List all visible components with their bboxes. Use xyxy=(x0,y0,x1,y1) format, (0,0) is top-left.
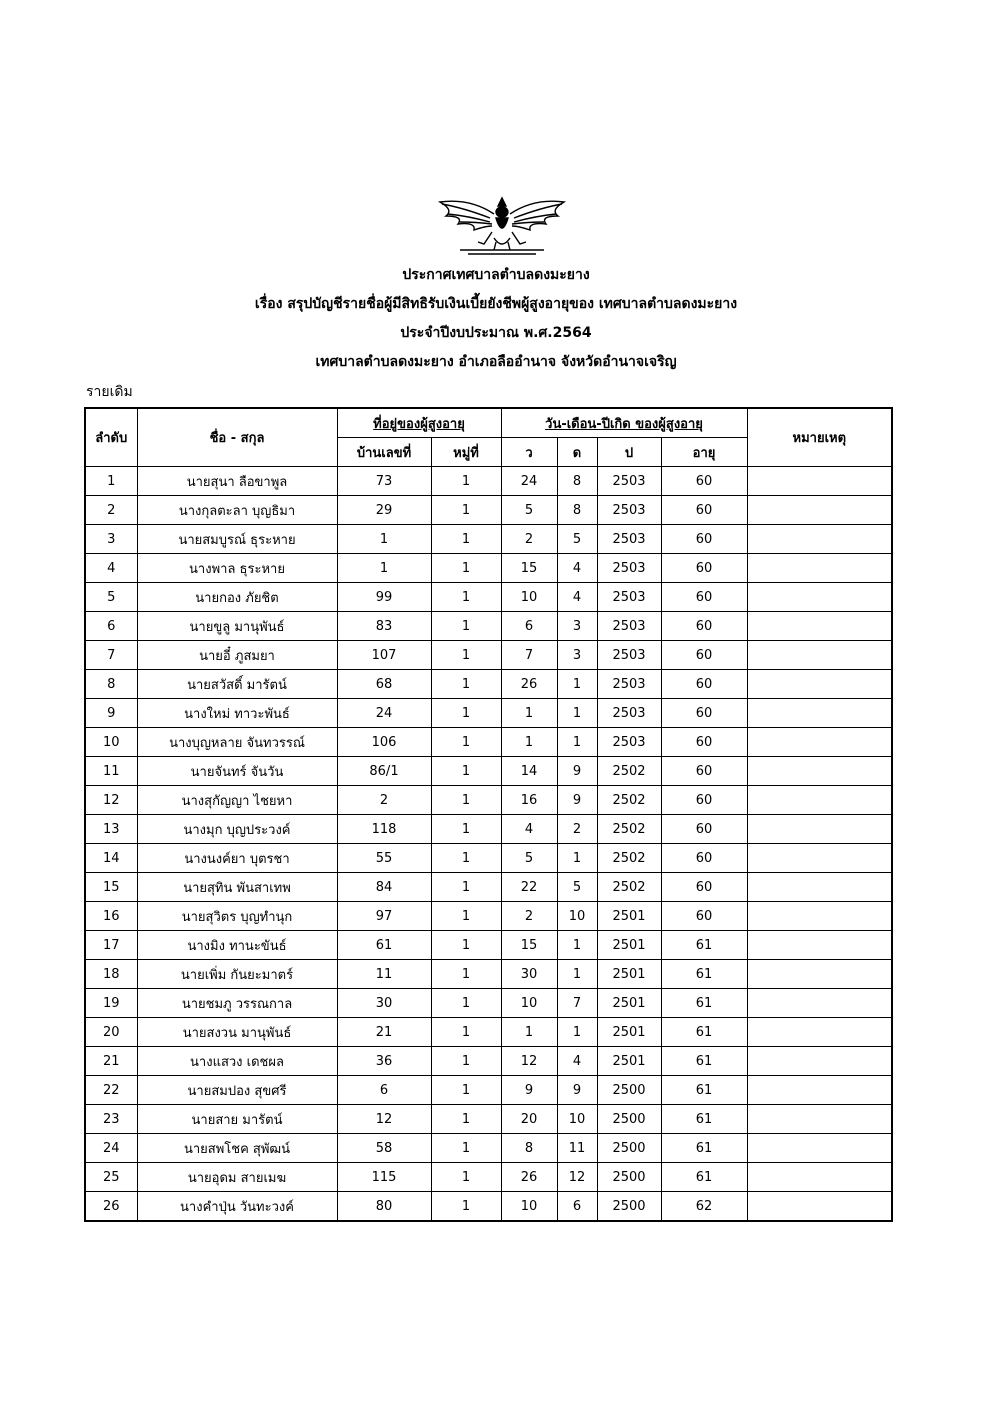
row-remark xyxy=(747,786,892,815)
row-name: นางมิง ทานะขันธ์ xyxy=(137,931,337,960)
row-birth-month: 9 xyxy=(557,1076,597,1105)
row-name: นางใหม่ ทาวะพันธ์ xyxy=(137,699,337,728)
row-birth-day: 10 xyxy=(501,583,557,612)
row-birth-day: 24 xyxy=(501,467,557,496)
row-moo: 1 xyxy=(431,786,501,815)
row-birth-month: 9 xyxy=(557,786,597,815)
row-house-no: 36 xyxy=(337,1047,431,1076)
row-house-no: 12 xyxy=(337,1105,431,1134)
row-moo: 1 xyxy=(431,844,501,873)
row-age: 60 xyxy=(661,757,747,786)
row-birth-month: 10 xyxy=(557,902,597,931)
row-remark xyxy=(747,1105,892,1134)
row-birth-month: 1 xyxy=(557,728,597,757)
row-name: นายขูลู มานุพันธ์ xyxy=(137,612,337,641)
row-moo: 1 xyxy=(431,728,501,757)
row-birth-month: 4 xyxy=(557,1047,597,1076)
row-moo: 1 xyxy=(431,1134,501,1163)
row-house-no: 1 xyxy=(337,525,431,554)
row-birth-day: 1 xyxy=(501,699,557,728)
section-label: รายเดิม xyxy=(86,384,133,400)
row-house-no: 6 xyxy=(337,1076,431,1105)
row-birth-day: 16 xyxy=(501,786,557,815)
row-house-no: 86/1 xyxy=(337,757,431,786)
row-moo: 1 xyxy=(431,931,501,960)
row-birth-day: 15 xyxy=(501,554,557,583)
row-moo: 1 xyxy=(431,873,501,902)
row-remark xyxy=(747,815,892,844)
row-birth-day: 6 xyxy=(501,612,557,641)
table-row xyxy=(85,1105,892,1134)
row-name: นางกุลตะลา บุญธิมา xyxy=(137,496,337,525)
row-age: 60 xyxy=(661,583,747,612)
row-moo: 1 xyxy=(431,699,501,728)
row-birth-month: 11 xyxy=(557,1134,597,1163)
row-number: 8 xyxy=(85,670,137,699)
row-birth-month: 5 xyxy=(557,525,597,554)
row-birth-year: 2503 xyxy=(597,699,661,728)
row-name: นายเพิ่ม กันยะมาตร์ xyxy=(137,960,337,989)
row-remark xyxy=(747,902,892,931)
row-number: 21 xyxy=(85,1047,137,1076)
row-birth-month: 8 xyxy=(557,467,597,496)
row-name: นางพาล ธุระหาย xyxy=(137,554,337,583)
table-row xyxy=(85,931,892,960)
elderly-roster-table xyxy=(84,407,893,1222)
row-name: นายกอง ภัยชิต xyxy=(137,583,337,612)
row-birth-year: 2500 xyxy=(597,1105,661,1134)
row-name: นายจันทร์ จันวัน xyxy=(137,757,337,786)
row-age: 61 xyxy=(661,960,747,989)
row-house-no: 115 xyxy=(337,1163,431,1192)
table-row xyxy=(85,583,892,612)
row-birth-month: 10 xyxy=(557,1105,597,1134)
row-number: 2 xyxy=(85,496,137,525)
row-birth-day: 8 xyxy=(501,1134,557,1163)
row-house-no: 24 xyxy=(337,699,431,728)
row-birth-day: 26 xyxy=(501,670,557,699)
row-name: นายอี๋ ภูสมยา xyxy=(137,641,337,670)
row-birth-year: 2503 xyxy=(597,583,661,612)
table-row xyxy=(85,496,892,525)
table-row xyxy=(85,1018,892,1047)
row-birth-day: 5 xyxy=(501,496,557,525)
row-birth-year: 2501 xyxy=(597,1018,661,1047)
row-house-no: 61 xyxy=(337,931,431,960)
row-number: 4 xyxy=(85,554,137,583)
row-number: 5 xyxy=(85,583,137,612)
row-number: 14 xyxy=(85,844,137,873)
row-birth-year: 2501 xyxy=(597,1047,661,1076)
row-moo: 1 xyxy=(431,1018,501,1047)
row-number: 9 xyxy=(85,699,137,728)
row-moo: 1 xyxy=(431,1192,501,1222)
row-birth-month: 1 xyxy=(557,844,597,873)
row-age: 60 xyxy=(661,699,747,728)
row-birth-year: 2503 xyxy=(597,525,661,554)
row-number: 24 xyxy=(85,1134,137,1163)
roster-body xyxy=(85,467,892,1222)
row-birth-month: 6 xyxy=(557,1192,597,1222)
header-address-group: ที่อยู่ของผู้สูงอายุ xyxy=(337,408,501,438)
row-number: 20 xyxy=(85,1018,137,1047)
row-name: นายสมปอง สุขศรี xyxy=(137,1076,337,1105)
row-name: นางนงค์ยา บุตรชา xyxy=(137,844,337,873)
row-birth-month: 9 xyxy=(557,757,597,786)
row-house-no: 83 xyxy=(337,612,431,641)
row-name: นางมุก บุญประวงค์ xyxy=(137,815,337,844)
row-moo: 1 xyxy=(431,1076,501,1105)
row-moo: 1 xyxy=(431,1105,501,1134)
row-birth-day: 7 xyxy=(501,641,557,670)
row-moo: 1 xyxy=(431,554,501,583)
row-birth-day: 14 xyxy=(501,757,557,786)
row-age: 60 xyxy=(661,873,747,902)
row-birth-year: 2500 xyxy=(597,1192,661,1222)
row-name: นางแสวง เดชผล xyxy=(137,1047,337,1076)
row-birth-day: 4 xyxy=(501,815,557,844)
table-row xyxy=(85,1192,892,1222)
table-row xyxy=(85,786,892,815)
row-house-no: 1 xyxy=(337,554,431,583)
row-age: 60 xyxy=(661,670,747,699)
row-house-no: 2 xyxy=(337,786,431,815)
table-row xyxy=(85,612,892,641)
table-row xyxy=(85,1163,892,1192)
row-remark xyxy=(747,844,892,873)
row-remark xyxy=(747,1047,892,1076)
table-row xyxy=(85,844,892,873)
row-remark xyxy=(747,525,892,554)
row-house-no: 11 xyxy=(337,960,431,989)
row-name: นางคำปุ่น วันทะวงค์ xyxy=(137,1192,337,1222)
row-birth-day: 30 xyxy=(501,960,557,989)
announcement-subject: เรื่อง สรุปบัญชีรายชื่อผู้มีสิทธิรับเงินเบี้ยยังชีพผู้สูงอายุของ เทศบาลตำบลดงมะยาง xyxy=(254,296,738,312)
row-number: 15 xyxy=(85,873,137,902)
row-birth-day: 20 xyxy=(501,1105,557,1134)
table-row xyxy=(85,1047,892,1076)
row-moo: 1 xyxy=(431,902,501,931)
row-birth-year: 2502 xyxy=(597,757,661,786)
row-remark xyxy=(747,757,892,786)
header-day: ว xyxy=(501,438,557,467)
table-row xyxy=(85,902,892,931)
row-remark xyxy=(747,931,892,960)
row-remark xyxy=(747,554,892,583)
header-age: อายุ xyxy=(661,438,747,467)
row-moo: 1 xyxy=(431,757,501,786)
row-remark xyxy=(747,1134,892,1163)
row-age: 61 xyxy=(661,1163,747,1192)
row-birth-year: 2501 xyxy=(597,931,661,960)
row-birth-year: 2503 xyxy=(597,612,661,641)
row-remark xyxy=(747,699,892,728)
row-name: นายสุทิน พันสาเทพ xyxy=(137,873,337,902)
row-number: 10 xyxy=(85,728,137,757)
row-birth-year: 2503 xyxy=(597,670,661,699)
row-house-no: 106 xyxy=(337,728,431,757)
row-age: 61 xyxy=(661,989,747,1018)
row-house-no: 84 xyxy=(337,873,431,902)
row-birth-year: 2502 xyxy=(597,873,661,902)
row-number: 22 xyxy=(85,1076,137,1105)
row-birth-month: 4 xyxy=(557,554,597,583)
table-row xyxy=(85,1076,892,1105)
row-age: 61 xyxy=(661,1018,747,1047)
row-name: นายสมบูรณ์ ธุระหาย xyxy=(137,525,337,554)
table-row xyxy=(85,728,892,757)
row-moo: 1 xyxy=(431,1047,501,1076)
row-age: 60 xyxy=(661,612,747,641)
row-remark xyxy=(747,1163,892,1192)
table-row xyxy=(85,757,892,786)
row-house-no: 29 xyxy=(337,496,431,525)
row-name: นายอุดม สายเมฆ xyxy=(137,1163,337,1192)
row-number: 3 xyxy=(85,525,137,554)
table-row xyxy=(85,815,892,844)
row-birth-day: 2 xyxy=(501,525,557,554)
row-name: นายสวัสดิ์ มารัตน์ xyxy=(137,670,337,699)
table-row xyxy=(85,699,892,728)
row-birth-month: 12 xyxy=(557,1163,597,1192)
row-age: 62 xyxy=(661,1192,747,1222)
header-birth-group: วัน-เดือน-ปีเกิด ของผู้สูงอายุ xyxy=(501,408,747,438)
row-house-no: 107 xyxy=(337,641,431,670)
row-age: 60 xyxy=(661,844,747,873)
row-number: 6 xyxy=(85,612,137,641)
row-remark xyxy=(747,873,892,902)
row-remark xyxy=(747,728,892,757)
row-house-no: 68 xyxy=(337,670,431,699)
row-name: นางบุญหลาย จันทวรรณ์ xyxy=(137,728,337,757)
row-age: 61 xyxy=(661,1134,747,1163)
row-birth-day: 10 xyxy=(501,1192,557,1222)
row-birth-year: 2501 xyxy=(597,902,661,931)
row-house-no: 80 xyxy=(337,1192,431,1222)
row-remark xyxy=(747,1018,892,1047)
row-number: 26 xyxy=(85,1192,137,1222)
row-house-no: 73 xyxy=(337,467,431,496)
row-moo: 1 xyxy=(431,1163,501,1192)
row-house-no: 55 xyxy=(337,844,431,873)
row-number: 18 xyxy=(85,960,137,989)
row-name: นายสงวน มานุพันธ์ xyxy=(137,1018,337,1047)
row-moo: 1 xyxy=(431,612,501,641)
row-number: 11 xyxy=(85,757,137,786)
row-age: 61 xyxy=(661,931,747,960)
row-moo: 1 xyxy=(431,815,501,844)
row-house-no: 30 xyxy=(337,989,431,1018)
municipality-location: เทศบาลตำบลดงมะยาง อำเภอลืออำนาจ จังหวัดอำนาจเจริญ xyxy=(315,354,677,370)
row-moo: 1 xyxy=(431,496,501,525)
table-row xyxy=(85,989,892,1018)
row-remark xyxy=(747,612,892,641)
row-birth-day: 2 xyxy=(501,902,557,931)
row-house-no: 21 xyxy=(337,1018,431,1047)
row-age: 60 xyxy=(661,902,747,931)
row-birth-year: 2503 xyxy=(597,496,661,525)
table-row xyxy=(85,960,892,989)
row-remark xyxy=(747,496,892,525)
row-birth-day: 15 xyxy=(501,931,557,960)
row-birth-month: 1 xyxy=(557,670,597,699)
row-number: 12 xyxy=(85,786,137,815)
row-number: 16 xyxy=(85,902,137,931)
header-moo: หมู่ที่ xyxy=(431,438,501,467)
row-name: นายสุนา ลือขาพูล xyxy=(137,467,337,496)
row-birth-month: 2 xyxy=(557,815,597,844)
row-number: 23 xyxy=(85,1105,137,1134)
row-birth-day: 12 xyxy=(501,1047,557,1076)
row-remark xyxy=(747,467,892,496)
row-age: 61 xyxy=(661,1076,747,1105)
row-birth-month: 1 xyxy=(557,699,597,728)
row-remark xyxy=(747,1076,892,1105)
row-number: 13 xyxy=(85,815,137,844)
row-birth-day: 9 xyxy=(501,1076,557,1105)
row-birth-year: 2503 xyxy=(597,641,661,670)
row-remark xyxy=(747,960,892,989)
table-row xyxy=(85,670,892,699)
row-birth-month: 8 xyxy=(557,496,597,525)
table-row xyxy=(85,554,892,583)
row-birth-year: 2502 xyxy=(597,815,661,844)
row-age: 60 xyxy=(661,467,747,496)
row-birth-month: 3 xyxy=(557,612,597,641)
header-name: ชื่อ - สกุล xyxy=(137,408,337,467)
row-birth-year: 2500 xyxy=(597,1134,661,1163)
row-birth-month: 1 xyxy=(557,960,597,989)
table-row xyxy=(85,525,892,554)
row-number: 19 xyxy=(85,989,137,1018)
row-house-no: 99 xyxy=(337,583,431,612)
row-moo: 1 xyxy=(431,670,501,699)
announcement-title: ประกาศเทศบาลตำบลดงมะยาง xyxy=(402,267,590,283)
row-birth-day: 1 xyxy=(501,1018,557,1047)
row-birth-day: 26 xyxy=(501,1163,557,1192)
row-birth-month: 4 xyxy=(557,583,597,612)
row-age: 60 xyxy=(661,641,747,670)
row-number: 1 xyxy=(85,467,137,496)
row-birth-year: 2500 xyxy=(597,1076,661,1105)
row-moo: 1 xyxy=(431,989,501,1018)
row-moo: 1 xyxy=(431,641,501,670)
row-moo: 1 xyxy=(431,525,501,554)
row-birth-year: 2501 xyxy=(597,989,661,1018)
row-remark xyxy=(747,1192,892,1222)
row-house-no: 118 xyxy=(337,815,431,844)
row-age: 60 xyxy=(661,496,747,525)
row-birth-year: 2502 xyxy=(597,786,661,815)
header-year: ป xyxy=(597,438,661,467)
row-birth-year: 2502 xyxy=(597,844,661,873)
row-birth-month: 5 xyxy=(557,873,597,902)
header-house-no: บ้านเลขที่ xyxy=(337,438,431,467)
row-name: นางสุกัญญา ไชยหา xyxy=(137,786,337,815)
row-age: 60 xyxy=(661,525,747,554)
row-age: 60 xyxy=(661,554,747,583)
row-age: 60 xyxy=(661,786,747,815)
fiscal-year: ประจำปีงบประมาณ พ.ศ.2564 xyxy=(400,325,592,341)
header-no: ลำดับ xyxy=(85,408,137,467)
table-row xyxy=(85,873,892,902)
row-number: 7 xyxy=(85,641,137,670)
header-remark: หมายเหตุ xyxy=(747,408,892,467)
row-remark xyxy=(747,989,892,1018)
header-month: ด xyxy=(557,438,597,467)
row-name: นายสุวิตร บุญทำนุก xyxy=(137,902,337,931)
row-birth-day: 22 xyxy=(501,873,557,902)
row-age: 60 xyxy=(661,815,747,844)
row-age: 61 xyxy=(661,1047,747,1076)
row-age: 60 xyxy=(661,728,747,757)
row-number: 25 xyxy=(85,1163,137,1192)
table-row xyxy=(85,467,892,496)
garuda-emblem-icon xyxy=(434,192,570,258)
row-name: นายสพโชค สุพัฒน์ xyxy=(137,1134,337,1163)
row-birth-day: 1 xyxy=(501,728,557,757)
row-remark xyxy=(747,670,892,699)
row-birth-month: 1 xyxy=(557,1018,597,1047)
row-name: นายชมภู วรรณกาล xyxy=(137,989,337,1018)
row-birth-day: 5 xyxy=(501,844,557,873)
row-birth-day: 10 xyxy=(501,989,557,1018)
row-remark xyxy=(747,583,892,612)
row-birth-year: 2501 xyxy=(597,960,661,989)
table-row xyxy=(85,1134,892,1163)
row-birth-month: 7 xyxy=(557,989,597,1018)
row-house-no: 97 xyxy=(337,902,431,931)
row-birth-year: 2500 xyxy=(597,1163,661,1192)
row-birth-month: 3 xyxy=(557,641,597,670)
row-birth-year: 2503 xyxy=(597,554,661,583)
row-name: นายสาย มารัตน์ xyxy=(137,1105,337,1134)
row-birth-year: 2503 xyxy=(597,728,661,757)
table-row xyxy=(85,641,892,670)
row-number: 17 xyxy=(85,931,137,960)
row-birth-year: 2503 xyxy=(597,467,661,496)
row-remark xyxy=(747,641,892,670)
row-age: 61 xyxy=(661,1105,747,1134)
row-moo: 1 xyxy=(431,960,501,989)
row-house-no: 58 xyxy=(337,1134,431,1163)
row-moo: 1 xyxy=(431,583,501,612)
row-moo: 1 xyxy=(431,467,501,496)
row-birth-month: 1 xyxy=(557,931,597,960)
